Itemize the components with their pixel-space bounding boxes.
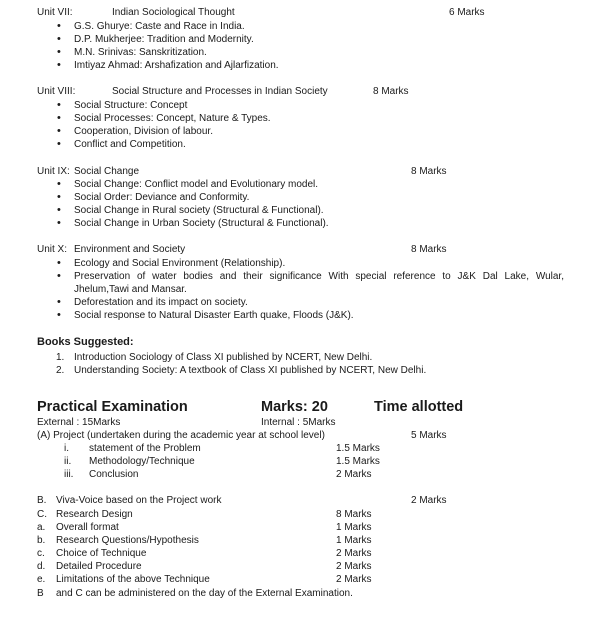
book-number: 2. [56, 365, 65, 376]
list-item: • Social Processes: Concept, Nature & Types. [74, 112, 271, 125]
list-item-continuation: Jhelum,Tawi and Mansar. [74, 284, 187, 295]
unit-7-title: Indian Sociological Thought [112, 7, 235, 18]
sub-item-number: i. [64, 443, 69, 454]
list-item: • Imtiyaz Ahmad: Arshafization and Ajlarfization. [74, 59, 279, 72]
research-marks: 8 Marks [336, 509, 372, 520]
viva-label: B. [37, 495, 47, 506]
sub-item-text: Research Questions/Hypothesis [56, 535, 199, 546]
sub-item-marks: 1 Marks [336, 535, 372, 546]
unit-10-title: Environment and Society [74, 244, 186, 255]
list-item: • Social Order: Deviance and Conformity. [74, 191, 249, 204]
list-item: • Social Change in Urban Society (Structural & Functional). [74, 217, 329, 230]
unit-10-marks: 8 Marks [411, 244, 447, 255]
unit-8-marks: 8 Marks [373, 86, 409, 97]
practical-heading: Practical Examination [37, 399, 188, 415]
practical-marks: Marks: 20 [261, 399, 328, 415]
sub-item-marks: 1.5 Marks [336, 443, 380, 454]
list-item: • Ecology and Social Environment (Relationship). [74, 257, 285, 270]
sub-item-text: Choice of Technique [56, 548, 147, 559]
list-item: • Social Change in Rural society (Structural & Functional). [74, 204, 324, 217]
sub-item-text: Limitations of the above Technique [56, 574, 210, 585]
sub-item-marks: 1 Marks [336, 522, 372, 533]
sub-item-number: a. [37, 522, 46, 533]
list-item: • Preservation of water bodies and their significance With special reference to J&K Dal Lake, Wular, [74, 270, 564, 283]
sub-item-text: Detailed Procedure [56, 561, 142, 572]
list-item: • Social Change: Conflict model and Evolutionary model. [74, 178, 318, 191]
viva-text: Viva-Voice based on the Project work [56, 495, 222, 506]
unit-9-marks: 8 Marks [411, 166, 447, 177]
viva-marks: 2 Marks [411, 495, 447, 506]
unit-8-title: Social Structure and Processes in Indian Society [112, 86, 328, 97]
unit-9-title: Social Change [74, 166, 140, 177]
book-title: Understanding Society: A textbook of Class XI published by NCERT, New Delhi. [74, 365, 427, 376]
practical-time: Time allotted [374, 399, 464, 415]
sub-item-number: iii. [64, 469, 74, 480]
sub-item-marks: 2 Marks [336, 561, 372, 572]
internal-marks: Internal : 5Marks [261, 417, 336, 428]
research-label: C. [37, 509, 47, 520]
sub-item-text: Methodology/Technique [89, 456, 195, 467]
sub-item-marks: 1.5 Marks [336, 456, 380, 467]
unit-10-label: Unit X: [37, 244, 68, 255]
note-label: B [37, 588, 44, 599]
sub-item-text: Overall format [56, 522, 119, 533]
sub-item-marks: 2 Marks [336, 469, 372, 480]
unit-8-label: Unit VIII: [37, 86, 76, 97]
project-marks: 5 Marks [411, 430, 447, 441]
list-item: • Cooperation, Division of labour. [74, 125, 213, 138]
list-item: • Social Structure: Concept [74, 99, 187, 112]
list-item: • D.P. Mukherjee: Tradition and Modernity. [74, 33, 254, 46]
sub-item-marks: 2 Marks [336, 548, 372, 559]
book-title: Introduction Sociology of Class XI published by NCERT, New Delhi. [74, 352, 373, 363]
list-item: • Conflict and Competition. [74, 138, 186, 151]
note-text: and C can be administered on the day of the External Examination. [56, 588, 353, 599]
unit-7-label: Unit VII: [37, 7, 73, 18]
sub-item-number: e. [37, 574, 46, 585]
external-marks: External : 15Marks [37, 417, 121, 428]
books-heading: Books Suggested: [37, 336, 134, 348]
sub-item-number: c. [37, 548, 45, 559]
unit-7-marks: 6 Marks [449, 7, 485, 18]
sub-item-number: ii. [64, 456, 72, 467]
sub-item-text: Conclusion [89, 469, 139, 480]
list-item: • G.S. Ghurye: Caste and Race in India. [74, 20, 245, 33]
research-text: Research Design [56, 509, 133, 520]
list-item: • Social response to Natural Disaster Earth quake, Floods (J&K). [74, 309, 354, 322]
project-title: (A) Project (undertaken during the academic year at school level) [37, 430, 325, 441]
sub-item-marks: 2 Marks [336, 574, 372, 585]
sub-item-number: d. [37, 561, 46, 572]
book-number: 1. [56, 352, 65, 363]
unit-9-label: Unit IX: [37, 166, 70, 177]
sub-item-number: b. [37, 535, 46, 546]
list-item: • Deforestation and its impact on society. [74, 296, 248, 309]
list-item: • M.N. Srinivas: Sanskritization. [74, 46, 207, 59]
sub-item-text: statement of the Problem [89, 443, 201, 454]
